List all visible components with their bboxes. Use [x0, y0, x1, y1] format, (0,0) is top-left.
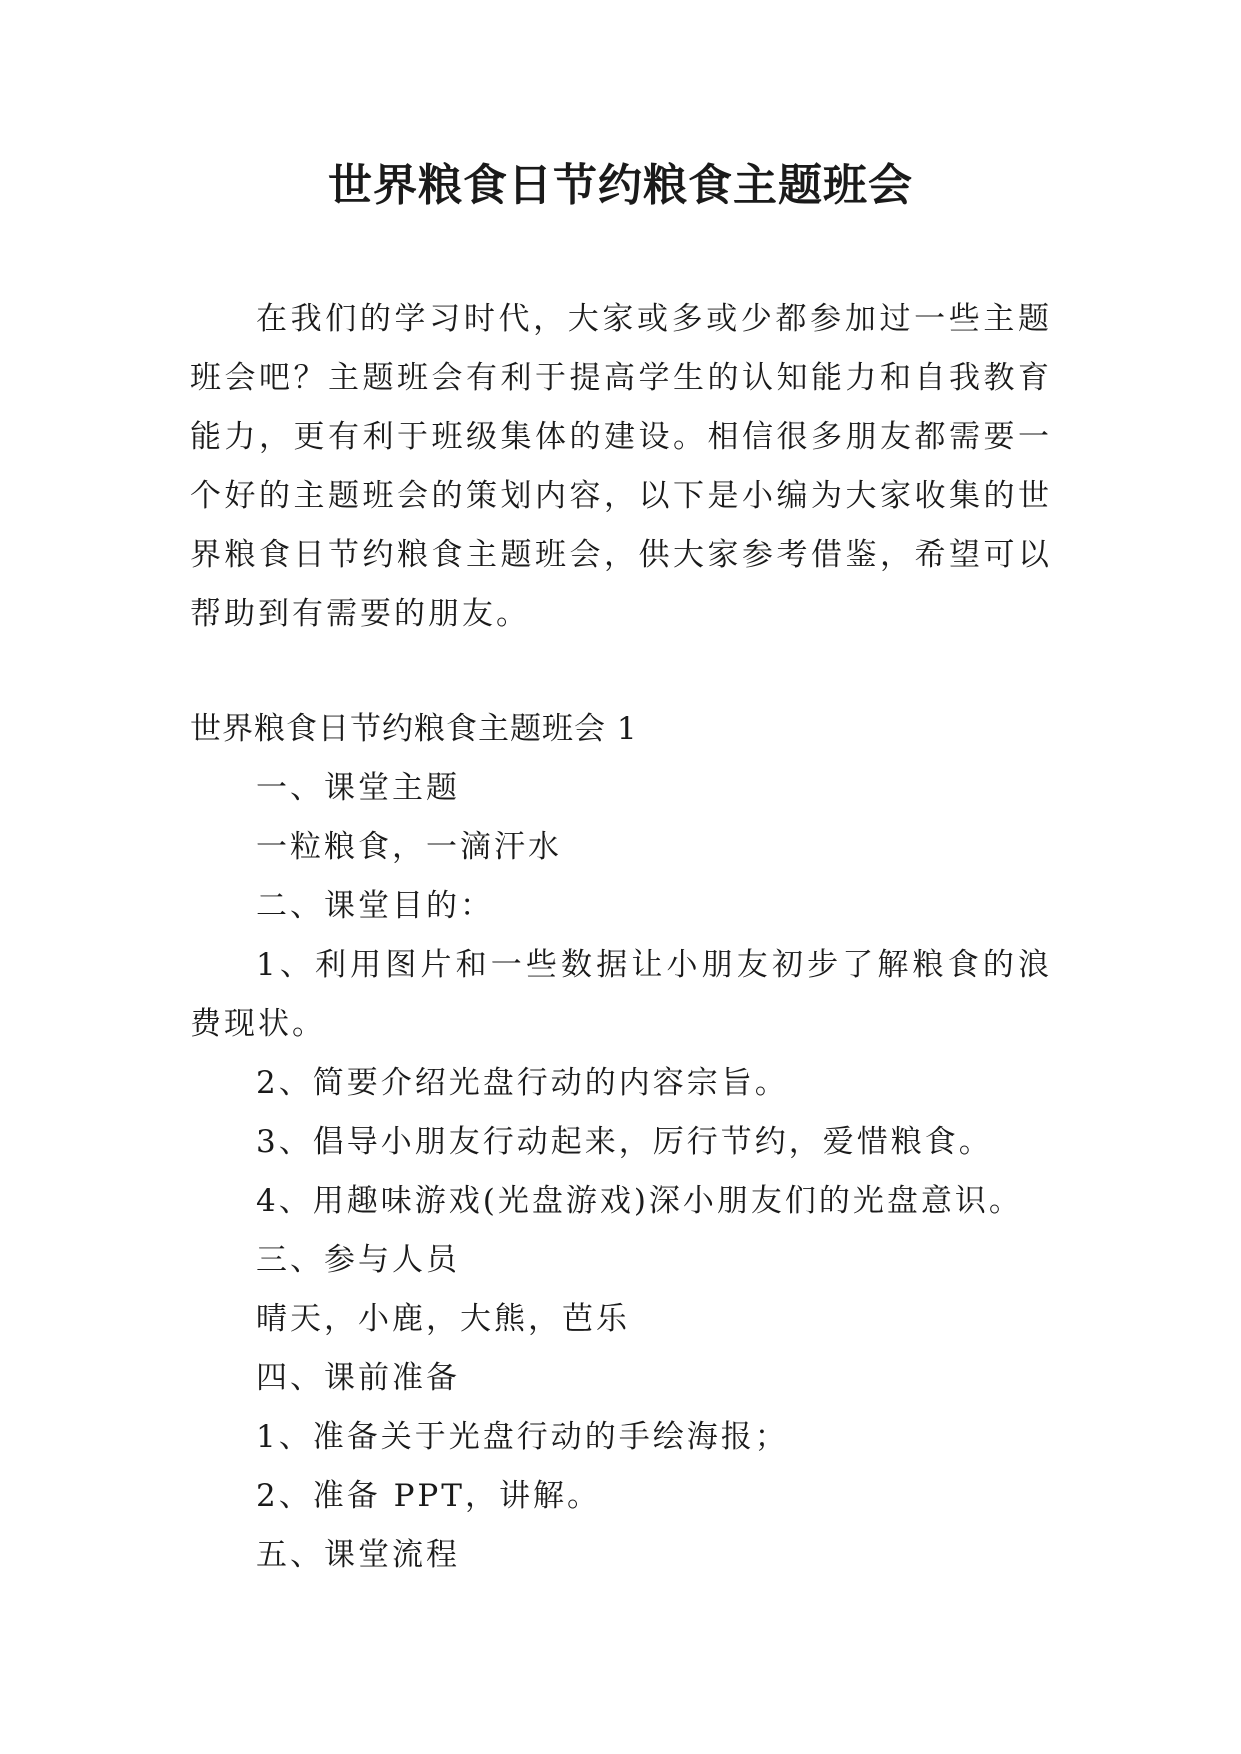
theme-text: 一粒粮食，一滴汗水	[256, 829, 562, 865]
section-title-process: 五、课堂流程	[256, 1537, 460, 1573]
purpose-item-4: 4、用趣味游戏(光盘游戏)深小朋友们的光盘意识。	[256, 1183, 1023, 1219]
section-title-purpose: 二、课堂目的：	[256, 888, 494, 924]
purpose-item-3: 3、倡导小朋友行动起来，厉行节约，爱惜粮食。	[256, 1124, 993, 1160]
preparation-item-2: 2、准备 PPT，讲解。	[256, 1478, 601, 1514]
section-title-theme: 一、课堂主题	[256, 770, 460, 806]
section-title-preparation: 四、课前准备	[256, 1360, 460, 1396]
section-heading: 世界粮食日节约粮食主题班会 1	[190, 711, 638, 747]
participants-text: 晴天，小鹿，大熊，芭乐	[256, 1301, 630, 1337]
purpose-item-2: 2、简要介绍光盘行动的内容宗旨。	[256, 1065, 789, 1101]
preparation-item-1: 1、准备关于光盘行动的手绘海报；	[256, 1419, 789, 1455]
section-body	[190, 759, 1052, 1585]
purpose-item-1: 1、利用图片和一些数据让小朋友初步了解粮食的浪费现状。	[190, 947, 1052, 1042]
document-title: 世界粮食日节约粮食主题班会	[328, 160, 913, 211]
intro-paragraph: 在我们的学习时代，大家或多或少都参加过一些主题班会吧？主题班会有利于提高学生的认知能力和自我教育能力，更有利于班级集体的建设。相信很多朋友都需要一个好的主题班会的策划内容，以下是小编为大家收集的世界粮食日节约粮食主题班会，供大家参考借鉴，希望可以帮助到有需要的朋友。	[190, 301, 1052, 632]
section-title-participants: 三、参与人员	[256, 1242, 460, 1278]
